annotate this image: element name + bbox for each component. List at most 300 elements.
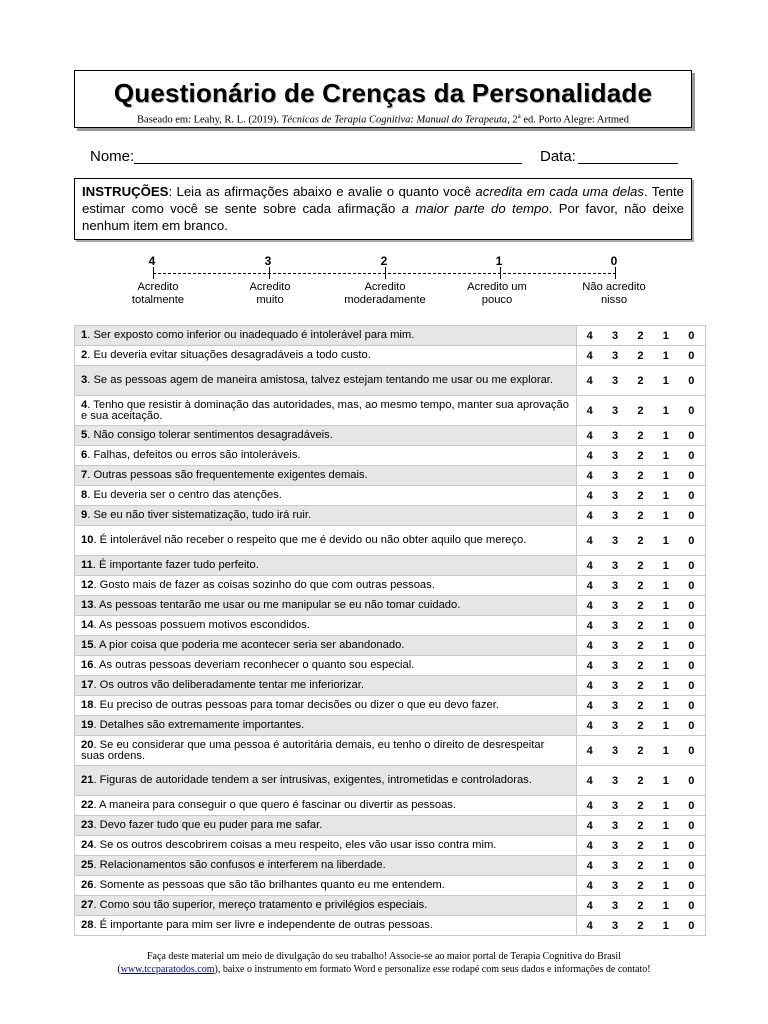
scale-tick	[385, 267, 386, 279]
rating-option-1[interactable]: 1	[662, 559, 669, 572]
rating-option-3[interactable]: 3	[612, 619, 619, 632]
table-row	[75, 656, 706, 676]
rating-option-2[interactable]: 2	[637, 899, 644, 912]
item-options	[577, 716, 706, 736]
item-text: . Eu deveria evitar situações desagradáveis a todo custo.	[87, 349, 371, 361]
rating-option-1[interactable]: 1	[662, 619, 669, 632]
rating-option-4[interactable]: 4	[586, 374, 593, 387]
item-statement	[75, 426, 577, 446]
item-number: 12	[81, 579, 94, 591]
rating-option-4[interactable]: 4	[586, 349, 593, 362]
table-row	[75, 576, 706, 596]
table-row	[75, 426, 706, 446]
rating-option-2[interactable]: 2	[637, 679, 644, 692]
rating-option-1[interactable]: 1	[662, 469, 669, 482]
item-text: . As pessoas possuem motivos escondidos.	[93, 619, 310, 631]
rating-option-4[interactable]: 4	[586, 774, 593, 787]
rating-option-3[interactable]: 3	[612, 374, 619, 387]
item-number: 18	[81, 699, 94, 711]
item-statement	[75, 736, 577, 766]
rating-option-3[interactable]: 3	[612, 509, 619, 522]
item-statement	[75, 596, 577, 616]
item-options	[577, 446, 706, 466]
rating-option-1[interactable]: 1	[662, 719, 669, 732]
table-row	[75, 716, 706, 736]
item-options	[577, 366, 706, 396]
name-date-row	[88, 146, 688, 168]
rating-option-4[interactable]: 4	[586, 329, 593, 342]
item-number: 20	[81, 738, 94, 751]
rating-option-4[interactable]: 4	[586, 469, 593, 482]
date-label: Data:	[540, 148, 576, 165]
table-row	[75, 466, 706, 486]
rating-option-1[interactable]: 1	[662, 374, 669, 387]
scale-label-2: Acredito moderadamente	[344, 281, 426, 306]
rating-option-2[interactable]: 2	[637, 839, 644, 852]
rating-option-2[interactable]: 2	[637, 619, 644, 632]
table-row	[75, 876, 706, 896]
rating-option-1[interactable]: 1	[662, 329, 669, 342]
scale-tick	[615, 267, 616, 279]
table-row	[75, 836, 706, 856]
rating-option-0[interactable]: 0	[688, 599, 695, 612]
rating-option-0[interactable]: 0	[688, 679, 695, 692]
rating-option-4[interactable]: 4	[586, 489, 593, 502]
item-text: . É intolerável não receber o respeito que me é devido ou não obter aquilo que mereço.	[93, 534, 527, 546]
item-statement	[75, 916, 577, 936]
item-statement	[75, 526, 577, 556]
item-statement	[75, 816, 577, 836]
item-statement	[75, 696, 577, 716]
rating-option-2[interactable]: 2	[637, 449, 644, 462]
item-options	[577, 576, 706, 596]
rating-option-4[interactable]: 4	[586, 879, 593, 892]
rating-option-1[interactable]: 1	[662, 839, 669, 852]
rating-option-3[interactable]: 3	[612, 899, 619, 912]
item-statement	[75, 656, 577, 676]
scale-tick	[269, 267, 270, 279]
title-box	[74, 70, 692, 128]
rating-option-2[interactable]: 2	[637, 374, 644, 387]
rating-option-0[interactable]: 0	[688, 919, 695, 932]
rating-option-2[interactable]: 2	[637, 879, 644, 892]
item-number: 10	[81, 534, 94, 546]
item-options	[577, 816, 706, 836]
item-options	[577, 736, 706, 766]
item-options	[577, 676, 706, 696]
item-statement	[75, 396, 577, 426]
rating-option-2[interactable]: 2	[637, 659, 644, 672]
rating-option-0[interactable]: 0	[688, 349, 695, 362]
rating-option-0[interactable]: 0	[688, 329, 695, 342]
rating-option-3[interactable]: 3	[612, 719, 619, 732]
rating-option-4[interactable]: 4	[586, 919, 593, 932]
rating-option-1[interactable]: 1	[662, 449, 669, 462]
item-number: 2	[81, 349, 88, 361]
item-statement	[75, 576, 577, 596]
item-options	[577, 876, 706, 896]
item-number: 14	[81, 619, 94, 631]
rating-option-2[interactable]: 2	[637, 559, 644, 572]
rating-option-0[interactable]: 0	[688, 509, 695, 522]
table-row	[75, 366, 706, 396]
item-statement	[75, 876, 577, 896]
rating-option-3[interactable]: 3	[612, 799, 619, 812]
rating-option-2[interactable]: 2	[637, 774, 644, 787]
item-statement	[75, 676, 577, 696]
item-number: 1	[81, 329, 88, 341]
item-statement	[75, 766, 577, 796]
table-row	[75, 796, 706, 816]
rating-option-0[interactable]: 0	[688, 579, 695, 592]
rating-option-1[interactable]: 1	[662, 349, 669, 362]
item-text: . Eu deveria ser o centro das atenções.	[87, 489, 282, 501]
rating-option-3[interactable]: 3	[612, 449, 619, 462]
item-number: 6	[81, 449, 88, 461]
item-number: 26	[81, 879, 94, 891]
item-number: 13	[81, 599, 94, 611]
rating-option-1[interactable]: 1	[662, 919, 669, 932]
rating-option-0[interactable]: 0	[688, 619, 695, 632]
rating-option-4[interactable]: 4	[586, 429, 593, 442]
rating-option-3[interactable]: 3	[612, 489, 619, 502]
scale-label-0: Não acredito nisso	[582, 281, 646, 306]
table-row	[75, 506, 706, 526]
table-row	[75, 856, 706, 876]
rating-option-4[interactable]: 4	[586, 859, 593, 872]
rating-option-0[interactable]: 0	[688, 859, 695, 872]
table-row	[75, 396, 706, 426]
site-link[interactable]: www.tccparatodos.com	[120, 964, 215, 975]
item-text: . As outras pessoas deveriam reconhecer o quanto sou especial.	[93, 659, 415, 671]
table-row	[75, 636, 706, 656]
item-options	[577, 656, 706, 676]
item-text: . É importante para mim ser livre e independente de outras pessoas.	[93, 919, 433, 931]
item-options	[577, 346, 706, 366]
item-text: . Devo fazer tudo que eu puder para me safar.	[93, 819, 323, 831]
rating-option-3[interactable]: 3	[612, 774, 619, 787]
table-row	[75, 486, 706, 506]
rating-option-2[interactable]: 2	[637, 799, 644, 812]
rating-option-0[interactable]: 0	[688, 639, 695, 652]
item-statement	[75, 856, 577, 876]
item-options	[577, 696, 706, 716]
item-statement	[75, 326, 577, 346]
item-number: 25	[81, 859, 94, 871]
item-number: 22	[81, 799, 94, 811]
scale-label-1: Acredito um pouco	[467, 281, 527, 306]
rating-option-2[interactable]: 2	[637, 599, 644, 612]
item-text: . Relacionamentos são confusos e interferem na liberdade.	[93, 859, 386, 871]
item-number: 24	[81, 839, 94, 851]
rating-option-1[interactable]: 1	[662, 774, 669, 787]
rating-option-1[interactable]: 1	[662, 404, 669, 417]
item-options	[577, 326, 706, 346]
rating-option-3[interactable]: 3	[612, 404, 619, 417]
rating-option-2[interactable]: 2	[637, 639, 644, 652]
item-text: . A maneira para conseguir o que quero é fascinar ou divertir as pessoas.	[93, 799, 457, 811]
item-number: 27	[81, 899, 94, 911]
rating-option-0[interactable]: 0	[688, 699, 695, 712]
rating-option-3[interactable]: 3	[612, 744, 619, 757]
rating-option-4[interactable]: 4	[586, 819, 593, 832]
rating-option-3[interactable]: 3	[612, 429, 619, 442]
item-text: . Como sou tão superior, mereço tratamento e privilégios especiais.	[93, 899, 428, 911]
item-text: . É importante fazer tudo perfeito.	[92, 559, 259, 571]
item-number: 28	[81, 919, 94, 931]
rating-option-0[interactable]: 0	[688, 659, 695, 672]
item-statement	[75, 616, 577, 636]
item-number: 3	[81, 374, 88, 386]
item-text: . Eu preciso de outras pessoas para tomar decisões ou dizer o que eu devo fazer.	[93, 699, 499, 711]
rating-option-0[interactable]: 0	[688, 744, 695, 757]
item-statement	[75, 796, 577, 816]
rating-option-4[interactable]: 4	[586, 534, 593, 547]
rating-option-3[interactable]: 3	[612, 534, 619, 547]
rating-option-4[interactable]: 4	[586, 659, 593, 672]
item-options	[577, 836, 706, 856]
rating-option-1[interactable]: 1	[662, 579, 669, 592]
rating-option-2[interactable]: 2	[637, 719, 644, 732]
item-statement	[75, 366, 577, 396]
rating-option-1[interactable]: 1	[662, 699, 669, 712]
scale-label-4: Acredito totalmente	[131, 281, 185, 306]
item-text: . Somente as pessoas que são tão brilhantes quanto eu me entendem.	[93, 879, 445, 891]
rating-option-1[interactable]: 1	[662, 679, 669, 692]
rating-option-3[interactable]: 3	[612, 579, 619, 592]
name-label: Nome:	[90, 148, 135, 165]
item-options	[577, 796, 706, 816]
rating-option-2[interactable]: 2	[637, 859, 644, 872]
rating-option-4[interactable]: 4	[586, 639, 593, 652]
item-options	[577, 916, 706, 936]
rating-option-4[interactable]: 4	[586, 679, 593, 692]
rating-option-1[interactable]: 1	[662, 859, 669, 872]
item-statement	[75, 506, 577, 526]
page-title: Questionário de Crenças da Personalidade	[113, 78, 653, 108]
rating-option-1[interactable]: 1	[662, 879, 669, 892]
items-table	[74, 325, 706, 936]
rating-option-0[interactable]: 0	[688, 489, 695, 502]
rating-option-1[interactable]: 1	[662, 819, 669, 832]
rating-option-1[interactable]: 1	[662, 899, 669, 912]
item-text: . As pessoas tentarão me usar ou me manipular se eu não tomar cuidado.	[93, 599, 461, 611]
rating-option-4[interactable]: 4	[586, 559, 593, 572]
rating-option-3[interactable]: 3	[612, 839, 619, 852]
item-text: . Se eu não tiver sistematização, tudo irá ruir.	[87, 509, 312, 521]
date-field[interactable]	[578, 163, 678, 164]
item-text: . Gosto mais de fazer as coisas sozinho do que com outras pessoas.	[93, 579, 435, 591]
item-text: . Detalhes são extremamente importantes.	[93, 719, 305, 731]
rating-option-4[interactable]: 4	[586, 839, 593, 852]
item-options	[577, 766, 706, 796]
item-statement	[75, 446, 577, 466]
item-text: . Os outros vão deliberadamente tentar me inferiorizar.	[93, 679, 364, 691]
rating-option-4[interactable]: 4	[586, 599, 593, 612]
item-text: . A pior coisa que poderia me acontecer seria ser abandonado.	[93, 639, 405, 651]
rating-option-3[interactable]: 3	[612, 559, 619, 572]
item-options	[577, 896, 706, 916]
rating-option-2[interactable]: 2	[637, 534, 644, 547]
rating-option-3[interactable]: 3	[612, 639, 619, 652]
rating-option-3[interactable]: 3	[612, 659, 619, 672]
rating-option-4[interactable]: 4	[586, 449, 593, 462]
item-text: . Se eu considerar que uma pessoa é autoritária demais, eu tenho o direito de desrespeitar suas ordens.	[81, 738, 545, 762]
rating-option-2[interactable]: 2	[637, 819, 644, 832]
item-statement	[75, 486, 577, 506]
rating-option-3[interactable]: 3	[612, 819, 619, 832]
item-options	[577, 526, 706, 556]
rating-option-0[interactable]: 0	[688, 429, 695, 442]
rating-option-1[interactable]: 1	[662, 659, 669, 672]
scale-value-2: 2	[380, 254, 388, 268]
scale-value-3: 3	[264, 254, 272, 268]
scale-tick	[153, 267, 154, 279]
item-statement	[75, 896, 577, 916]
item-options	[577, 856, 706, 876]
instructions-box: INSTRUÇÕES: Leia as afirmações abaixo e avalie o quanto você acredita em cada uma delas. Tente estimar como você se sente sobre cada afirmação a maior parte do tempo. Por favor, não deixe nenhum item em branco.	[74, 178, 692, 240]
table-row	[75, 766, 706, 796]
rating-option-4[interactable]: 4	[586, 719, 593, 732]
rating-option-3[interactable]: 3	[612, 679, 619, 692]
rating-option-2[interactable]: 2	[637, 404, 644, 417]
item-number: 21	[81, 774, 94, 786]
item-number: 8	[81, 489, 88, 501]
rating-option-1[interactable]: 1	[662, 599, 669, 612]
item-options	[577, 556, 706, 576]
scale-label-3: Acredito muito	[249, 281, 291, 306]
scale-value-1: 1	[495, 254, 503, 268]
rating-option-2[interactable]: 2	[637, 469, 644, 482]
item-text: . Se as pessoas agem de maneira amistosa, talvez estejam tentando me usar ou me explorar.	[87, 374, 554, 386]
rating-scale	[0, 252, 768, 312]
rating-option-4[interactable]: 4	[586, 509, 593, 522]
item-text: . Ser exposto como inferior ou inadequado é intolerável para mim.	[87, 329, 415, 341]
rating-option-0[interactable]: 0	[688, 839, 695, 852]
item-statement	[75, 346, 577, 366]
rating-option-2[interactable]: 2	[637, 744, 644, 757]
rating-option-0[interactable]: 0	[688, 559, 695, 572]
item-statement	[75, 556, 577, 576]
item-text: . Não consigo tolerar sentimentos desagradáveis.	[87, 429, 333, 441]
table-row	[75, 676, 706, 696]
rating-option-3[interactable]: 3	[612, 329, 619, 342]
rating-option-2[interactable]: 2	[637, 429, 644, 442]
item-options	[577, 426, 706, 446]
item-text: . Outras pessoas são frequentemente exigentes demais.	[87, 469, 368, 481]
rating-option-4[interactable]: 4	[586, 579, 593, 592]
table-row	[75, 556, 706, 576]
rating-option-0[interactable]: 0	[688, 799, 695, 812]
rating-option-2[interactable]: 2	[637, 579, 644, 592]
table-row	[75, 736, 706, 766]
item-statement	[75, 636, 577, 656]
rating-option-2[interactable]: 2	[637, 349, 644, 362]
rating-option-0[interactable]: 0	[688, 534, 695, 547]
rating-option-3[interactable]: 3	[612, 599, 619, 612]
table-row	[75, 896, 706, 916]
rating-option-3[interactable]: 3	[612, 879, 619, 892]
item-options	[577, 396, 706, 426]
rating-option-0[interactable]: 0	[688, 449, 695, 462]
table-row	[75, 446, 706, 466]
rating-option-1[interactable]: 1	[662, 799, 669, 812]
rating-option-3[interactable]: 3	[612, 699, 619, 712]
scale-tick	[500, 267, 501, 279]
item-options	[577, 506, 706, 526]
table-row	[75, 596, 706, 616]
table-row	[75, 326, 706, 346]
table-row	[75, 526, 706, 556]
rating-option-0[interactable]: 0	[688, 404, 695, 417]
item-number: 5	[81, 429, 88, 441]
name-field[interactable]	[134, 163, 522, 164]
rating-option-1[interactable]: 1	[662, 489, 669, 502]
item-options	[577, 486, 706, 506]
rating-option-4[interactable]: 4	[586, 699, 593, 712]
rating-option-4[interactable]: 4	[586, 404, 593, 417]
item-statement	[75, 716, 577, 736]
rating-option-0[interactable]: 0	[688, 819, 695, 832]
rating-option-1[interactable]: 1	[662, 639, 669, 652]
rating-option-0[interactable]: 0	[688, 879, 695, 892]
rating-option-3[interactable]: 3	[612, 469, 619, 482]
rating-option-1[interactable]: 1	[662, 509, 669, 522]
item-text: . Se os outros descobrirem coisas a meu respeito, eles vão usar isso contra mim.	[93, 839, 497, 851]
rating-option-2[interactable]: 2	[637, 919, 644, 932]
item-number: 11	[81, 559, 93, 571]
table-row	[75, 616, 706, 636]
rating-option-2[interactable]: 2	[637, 699, 644, 712]
rating-option-4[interactable]: 4	[586, 744, 593, 757]
table-row	[75, 696, 706, 716]
rating-option-1[interactable]: 1	[662, 429, 669, 442]
rating-option-0[interactable]: 0	[688, 374, 695, 387]
item-number: 4	[81, 398, 88, 411]
rating-option-4[interactable]: 4	[586, 619, 593, 632]
item-number: 17	[81, 679, 94, 691]
table-row	[75, 346, 706, 366]
item-number: 15	[81, 639, 94, 651]
rating-option-0[interactable]: 0	[688, 774, 695, 787]
rating-option-1[interactable]: 1	[662, 744, 669, 757]
item-options	[577, 466, 706, 486]
item-options	[577, 596, 706, 616]
item-text: . Falhas, defeitos ou erros são intoleráveis.	[87, 449, 301, 461]
table-row	[75, 916, 706, 936]
rating-option-2[interactable]: 2	[637, 509, 644, 522]
rating-option-0[interactable]: 0	[688, 899, 695, 912]
rating-option-3[interactable]: 3	[612, 859, 619, 872]
item-number: 16	[81, 659, 94, 671]
table-row	[75, 816, 706, 836]
item-number: 23	[81, 819, 94, 831]
rating-option-3[interactable]: 3	[612, 349, 619, 362]
reference: Baseado em: Leahy, R. L. (2019). Técnicas de Terapia Cognitiva: Manual do Terapeuta, 2$^a$ ed. Porto Alegre: Artmed	[137, 112, 629, 126]
rating-option-0[interactable]: 0	[688, 719, 695, 732]
item-options	[577, 636, 706, 656]
rating-option-2[interactable]: 2	[637, 489, 644, 502]
rating-option-1[interactable]: 1	[662, 534, 669, 547]
footer: Faça deste material um meio de divulgação do seu trabalho! Associe-se ao maior portal de Terapia Cognitiva do Brasil (www.tccparatodos.com), baixe o instrumento em formato Word e personalize esse rodapé com seus dados e informações de contato!	[117, 951, 651, 975]
rating-option-4[interactable]: 4	[586, 899, 593, 912]
rating-option-4[interactable]: 4	[586, 799, 593, 812]
item-number: 9	[81, 509, 88, 521]
item-statement	[75, 836, 577, 856]
rating-option-0[interactable]: 0	[688, 469, 695, 482]
rating-option-2[interactable]: 2	[637, 329, 644, 342]
rating-option-3[interactable]: 3	[612, 919, 619, 932]
